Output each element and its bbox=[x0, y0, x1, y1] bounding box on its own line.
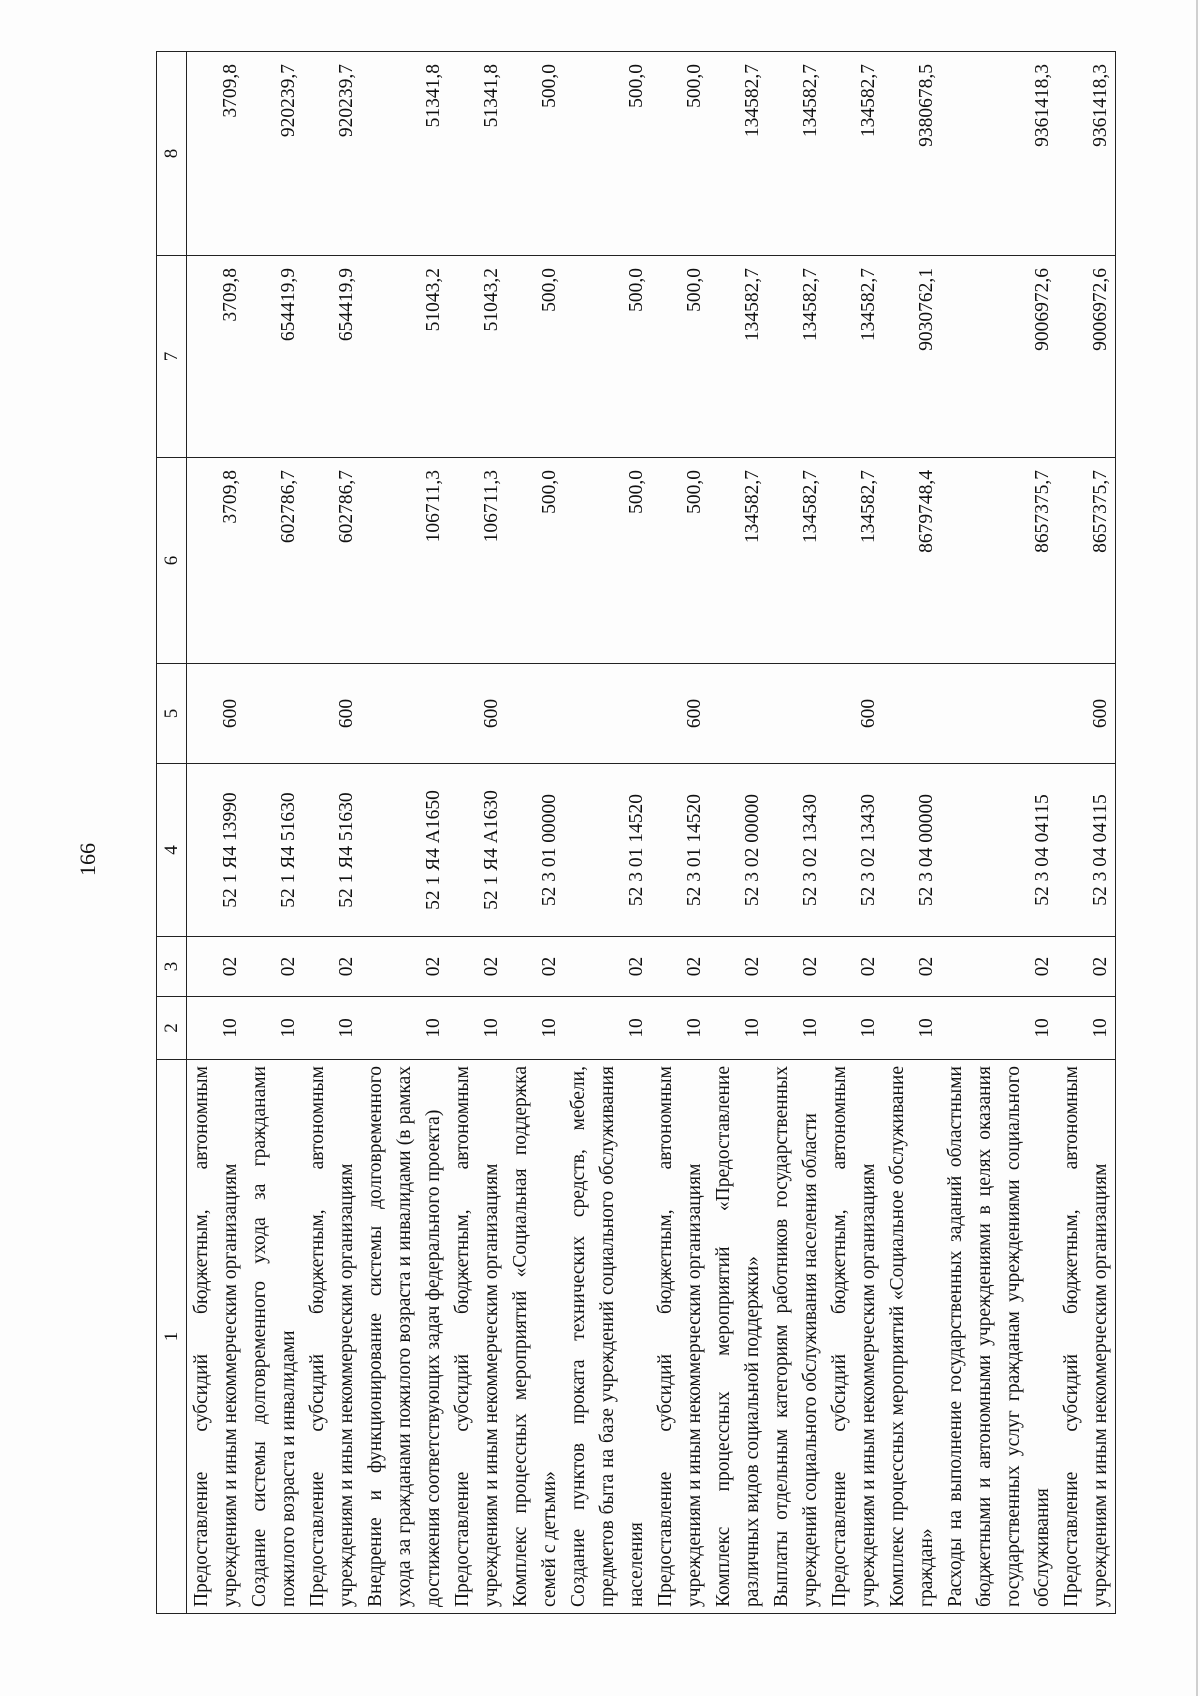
table-row bbox=[825, 52, 883, 1614]
table-row bbox=[651, 52, 709, 1614]
item-name-cell: Предоставление субсидий бюджетным, автономным учреждениям и иным некоммерческим организациям bbox=[448, 1060, 506, 1614]
target-article-cell: 52 1 Я4 51630 bbox=[303, 764, 361, 937]
item-name-cell: Предоставление субсидий бюджетным, автономным учреждениям и иным некоммерческим организациям bbox=[187, 1060, 246, 1614]
expense-type-cell bbox=[883, 664, 941, 764]
item-name-cell: Предоставление субсидий бюджетным, автономным учреждениям и иным некоммерческим организациям bbox=[1057, 1060, 1116, 1614]
section-code-cell: 10 bbox=[825, 997, 883, 1060]
amount-year3-cell: 9380678,5 bbox=[883, 52, 941, 256]
amount-year3-cell: 51341,8 bbox=[361, 52, 448, 256]
amount-year2-cell: 654419,9 bbox=[245, 256, 303, 458]
subsection-code-cell: 02 bbox=[709, 937, 767, 997]
budget-table bbox=[156, 51, 1116, 1614]
header-cell-2: 2 bbox=[157, 997, 187, 1060]
target-article-cell: 52 1 Я4 А1650 bbox=[361, 764, 448, 937]
section-code-cell: 10 bbox=[883, 997, 941, 1060]
amount-year1-cell: 8657375,7 bbox=[1057, 458, 1116, 664]
table-row bbox=[767, 52, 825, 1614]
table-row bbox=[564, 52, 651, 1614]
target-article-cell: 52 3 04 00000 bbox=[883, 764, 941, 937]
subsection-code-cell: 02 bbox=[767, 937, 825, 997]
subsection-code-cell: 02 bbox=[187, 937, 246, 997]
header-cell-7: 7 bbox=[157, 256, 187, 458]
target-article-cell: 52 3 01 00000 bbox=[506, 764, 564, 937]
amount-year1-cell: 8679748,4 bbox=[883, 458, 941, 664]
expense-type-cell bbox=[709, 664, 767, 764]
amount-year2-cell: 500,0 bbox=[506, 256, 564, 458]
amount-year3-cell: 920239,7 bbox=[303, 52, 361, 256]
target-article-cell: 52 3 02 13430 bbox=[825, 764, 883, 937]
amount-year1-cell: 134582,7 bbox=[709, 458, 767, 664]
section-code-cell: 10 bbox=[709, 997, 767, 1060]
expense-type-cell: 600 bbox=[1057, 664, 1116, 764]
expense-type-cell bbox=[564, 664, 651, 764]
item-name-cell: Комплекс процессных мероприятий «Социальное обслуживание граждан» bbox=[883, 1060, 941, 1614]
amount-year3-cell: 500,0 bbox=[506, 52, 564, 256]
amount-year1-cell: 602786,7 bbox=[303, 458, 361, 664]
table-row bbox=[187, 52, 246, 1614]
subsection-code-cell: 02 bbox=[448, 937, 506, 997]
item-name-cell: Комплекс процессных мероприятий «Социальная поддержка семей с детьми» bbox=[506, 1060, 564, 1614]
expense-type-cell bbox=[506, 664, 564, 764]
subsection-code-cell: 02 bbox=[1057, 937, 1116, 997]
target-article-cell: 52 3 04 04115 bbox=[1057, 764, 1116, 937]
amount-year2-cell: 134582,7 bbox=[709, 256, 767, 458]
amount-year1-cell: 500,0 bbox=[651, 458, 709, 664]
section-code-cell: 10 bbox=[767, 997, 825, 1060]
section-code-cell: 10 bbox=[361, 997, 448, 1060]
subsection-code-cell: 02 bbox=[506, 937, 564, 997]
section-code-cell: 10 bbox=[941, 997, 1057, 1060]
section-code-cell: 10 bbox=[651, 997, 709, 1060]
expense-type-cell bbox=[361, 664, 448, 764]
table-body bbox=[187, 52, 1116, 1614]
amount-year1-cell: 106711,3 bbox=[361, 458, 448, 664]
item-name-cell: Внедрение и функционирование системы долговременного ухода за гражданами пожилого возраста и инвалидами (в рамках достижения соответствующих задач федерального проекта) bbox=[361, 1060, 448, 1614]
table-row bbox=[506, 52, 564, 1614]
amount-year1-cell: 500,0 bbox=[506, 458, 564, 664]
page-number: 166 bbox=[75, 843, 100, 876]
section-code-cell: 10 bbox=[187, 997, 246, 1060]
item-name-cell: Предоставление субсидий бюджетным, автономным учреждениям и иным некоммерческим организациям bbox=[303, 1060, 361, 1614]
header-cell-6: 6 bbox=[157, 458, 187, 664]
amount-year3-cell: 134582,7 bbox=[709, 52, 767, 256]
amount-year2-cell: 134582,7 bbox=[825, 256, 883, 458]
subsection-code-cell: 02 bbox=[941, 937, 1057, 997]
expense-type-cell bbox=[767, 664, 825, 764]
target-article-cell: 52 1 Я4 13990 bbox=[187, 764, 246, 937]
table-row bbox=[448, 52, 506, 1614]
table-row bbox=[361, 52, 448, 1614]
amount-year1-cell: 500,0 bbox=[564, 458, 651, 664]
amount-year2-cell: 51043,2 bbox=[448, 256, 506, 458]
subsection-code-cell: 02 bbox=[361, 937, 448, 997]
section-code-cell: 10 bbox=[448, 997, 506, 1060]
item-name-cell: Предоставление субсидий бюджетным, автономным учреждениям и иным некоммерческим организациям bbox=[825, 1060, 883, 1614]
amount-year3-cell: 51341,8 bbox=[448, 52, 506, 256]
amount-year2-cell: 9030762,1 bbox=[883, 256, 941, 458]
section-code-cell: 10 bbox=[564, 997, 651, 1060]
amount-year1-cell: 134582,7 bbox=[825, 458, 883, 664]
amount-year2-cell: 9006972,6 bbox=[941, 256, 1057, 458]
target-article-cell: 52 3 01 14520 bbox=[651, 764, 709, 937]
amount-year3-cell: 134582,7 bbox=[825, 52, 883, 256]
amount-year3-cell: 3709,8 bbox=[187, 52, 246, 256]
budget-table-rotated bbox=[156, 52, 1132, 1614]
section-code-cell: 10 bbox=[303, 997, 361, 1060]
amount-year1-cell: 134582,7 bbox=[767, 458, 825, 664]
item-name-cell: Создание системы долговременного ухода за гражданами пожилого возраста и инвалидами bbox=[245, 1060, 303, 1614]
header-cell-8: 8 bbox=[157, 52, 187, 256]
table-row bbox=[709, 52, 767, 1614]
subsection-code-cell: 02 bbox=[883, 937, 941, 997]
subsection-code-cell: 02 bbox=[651, 937, 709, 997]
item-name-cell: Комплекс процессных мероприятий «Предоставление различных видов социальной поддержки» bbox=[709, 1060, 767, 1614]
amount-year2-cell: 3709,8 bbox=[187, 256, 246, 458]
section-code-cell: 10 bbox=[506, 997, 564, 1060]
amount-year2-cell: 654419,9 bbox=[303, 256, 361, 458]
target-article-cell: 52 1 Я4 А1630 bbox=[448, 764, 506, 937]
amount-year3-cell: 500,0 bbox=[651, 52, 709, 256]
table-row bbox=[245, 52, 303, 1614]
header-row bbox=[157, 52, 187, 1614]
amount-year1-cell: 106711,3 bbox=[448, 458, 506, 664]
expense-type-cell: 600 bbox=[303, 664, 361, 764]
item-name-cell: Создание пунктов проката технических средств, мебели, предметов быта на базе учреждений социального обслуживания населения bbox=[564, 1060, 651, 1614]
table-row bbox=[1057, 52, 1116, 1614]
amount-year2-cell: 500,0 bbox=[651, 256, 709, 458]
amount-year2-cell: 134582,7 bbox=[767, 256, 825, 458]
amount-year3-cell: 920239,7 bbox=[245, 52, 303, 256]
subsection-code-cell: 02 bbox=[564, 937, 651, 997]
table-row bbox=[941, 52, 1057, 1614]
amount-year2-cell: 500,0 bbox=[564, 256, 651, 458]
table-row bbox=[303, 52, 361, 1614]
header-cell-4: 4 bbox=[157, 764, 187, 937]
expense-type-cell bbox=[941, 664, 1057, 764]
item-name-cell: Расходы на выполнение государственных заданий областными бюджетными и автономными учреждениями в целях оказания государственных услуг гражданам учреждениями социального обслуживания bbox=[941, 1060, 1057, 1614]
expense-type-cell: 600 bbox=[825, 664, 883, 764]
header-cell-3: 3 bbox=[157, 937, 187, 997]
subsection-code-cell: 02 bbox=[245, 937, 303, 997]
section-code-cell: 10 bbox=[1057, 997, 1116, 1060]
item-name-cell: Выплаты отдельным категориям работников государственных учреждений социального обслуживания населения области bbox=[767, 1060, 825, 1614]
subsection-code-cell: 02 bbox=[825, 937, 883, 997]
amount-year1-cell: 8657375,7 bbox=[941, 458, 1057, 664]
amount-year3-cell: 9361418,3 bbox=[1057, 52, 1116, 256]
header-cell-1: 1 bbox=[157, 1060, 187, 1614]
target-article-cell: 52 1 Я4 51630 bbox=[245, 764, 303, 937]
target-article-cell: 52 3 02 13430 bbox=[767, 764, 825, 937]
amount-year3-cell: 134582,7 bbox=[767, 52, 825, 256]
amount-year2-cell: 51043,2 bbox=[361, 256, 448, 458]
page-edge bbox=[1196, 0, 1198, 1696]
expense-type-cell bbox=[245, 664, 303, 764]
section-code-cell: 10 bbox=[245, 997, 303, 1060]
amount-year1-cell: 602786,7 bbox=[245, 458, 303, 664]
expense-type-cell: 600 bbox=[448, 664, 506, 764]
target-article-cell: 52 3 02 00000 bbox=[709, 764, 767, 937]
item-name-cell: Предоставление субсидий бюджетным, автономным учреждениям и иным некоммерческим организациям bbox=[651, 1060, 709, 1614]
amount-year3-cell: 9361418,3 bbox=[941, 52, 1057, 256]
expense-type-cell: 600 bbox=[187, 664, 246, 764]
header-cell-5: 5 bbox=[157, 664, 187, 764]
table-row bbox=[883, 52, 941, 1614]
amount-year1-cell: 3709,8 bbox=[187, 458, 246, 664]
amount-year2-cell: 9006972,6 bbox=[1057, 256, 1116, 458]
amount-year3-cell: 500,0 bbox=[564, 52, 651, 256]
target-article-cell: 52 3 04 04115 bbox=[941, 764, 1057, 937]
target-article-cell: 52 3 01 14520 bbox=[564, 764, 651, 937]
subsection-code-cell: 02 bbox=[303, 937, 361, 997]
expense-type-cell: 600 bbox=[651, 664, 709, 764]
